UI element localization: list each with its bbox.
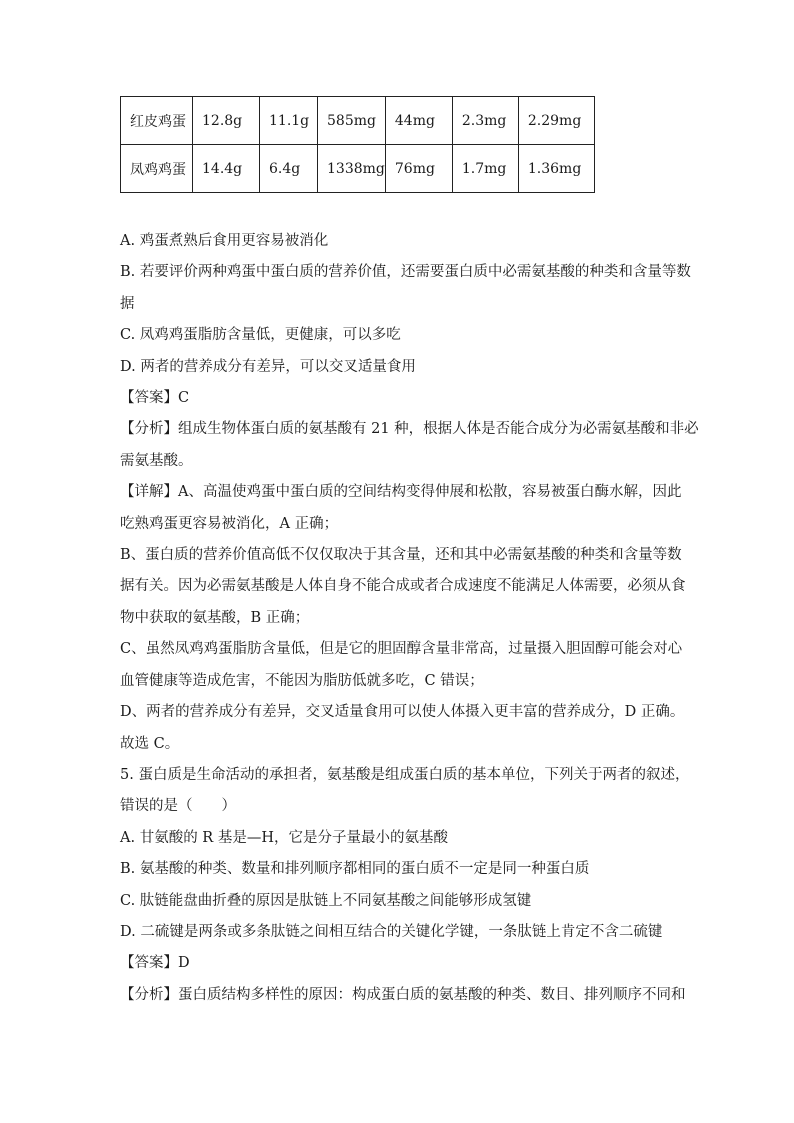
q5-answer: 【答案】D: [120, 955, 190, 972]
q4-detail-line6: C、虽然凤鸡鸡蛋脂肪含量低，但是它的胆固醇含量非常高，过量摄入胆固醇可能会对心: [120, 641, 683, 658]
table-cell: 14.4g: [193, 145, 260, 193]
q5-option-b: B. 氨基酸的种类、数量和排列顺序都相同的蛋白质不一定是同一种蛋白质: [120, 861, 590, 878]
q5-stem-line1: 5. 蛋白质是生命活动的承担者，氨基酸是组成蛋白质的基本单位，下列关于两者的叙述，: [120, 766, 690, 783]
q4-detail-line5: 物中获取的氨基酸，B 正确；: [120, 609, 310, 626]
q4-option-a: A. 鸡蛋煮熟后食用更容易被消化: [120, 233, 329, 249]
table-cell: 6.4g: [260, 145, 318, 193]
q4-detail-line8: D、两者的营养成分有差异，交叉适量食用可以使人体摄入更丰富的营养成分，D 正确。: [120, 704, 685, 721]
table-row: [121, 97, 595, 145]
table-cell: 12.8g: [193, 97, 260, 145]
q4-conclusion: 故选 C。: [120, 735, 180, 752]
q5-analysis-line1: 【分析】蛋白质结构多样性的原因：构成蛋白质的氨基酸的种类、数目、排列顺序不同和: [120, 986, 686, 1003]
table-cell: 1.36mg: [518, 145, 594, 193]
q4-detail-line3: B、蛋白质的营养价值高低不仅仅取决于其含量，还和其中必需氨基酸的种类和含量等数: [120, 547, 682, 564]
table-row: [121, 145, 595, 193]
question-body: [120, 226, 699, 1011]
q4-detail-line1: 【详解】A、高温使鸡蛋中蛋白质的空间结构变得伸展和松散，容易被蛋白酶水解，因此: [120, 484, 682, 501]
q4-detail-line7: 血管健康等造成危害，不能因为脂肪低就多吃，C 错误；: [120, 672, 484, 689]
q4-analysis-line1: 【分析】组成生物体蛋白质的氨基酸有 21 种，根据人体是否能合成分为必需氨基酸和非必: [120, 421, 699, 438]
q4-analysis-line2: 需氨基酸。: [120, 452, 193, 469]
table-cell: 2.29mg: [518, 97, 594, 145]
table-cell: 11.1g: [260, 97, 318, 145]
q4-option-b-line1: B. 若要评价两种鸡蛋中蛋白质的营养价值，还需要蛋白质中必需氨基酸的种类和含量等数: [120, 264, 691, 281]
q5-stem-line2: 错误的是（ ）: [120, 798, 236, 815]
q4-answer: 【答案】C: [120, 390, 190, 407]
table-cell: 585mg: [318, 97, 386, 145]
table-cell: 76mg: [385, 145, 452, 193]
q4-detail-line4: 据有关。因为必需氨基酸是人体自身不能合成或者合成速度不能满足人体需要，必须从食: [120, 578, 686, 595]
table-cell: 1338mg: [318, 145, 386, 193]
q5-option-a: A. 甘氨酸的 R 基是—H，它是分子量最小的氨基酸: [120, 829, 448, 846]
q4-option-c: C. 凤鸡鸡蛋脂肪含量低，更健康，可以多吃: [120, 327, 401, 344]
table-cell: 凤鸡鸡蛋: [121, 145, 193, 193]
table-cell: 2.3mg: [452, 97, 518, 145]
q4-option-b-line2: 据: [120, 295, 135, 312]
table-cell: 1.7mg: [452, 145, 518, 193]
q5-option-d: D. 二硫键是两条或多条肽链之间相互结合的关键化学键，一条肽链上肯定不含二硫键: [120, 923, 663, 940]
q5-option-c: C. 肽链能盘曲折叠的原因是肽链上不同氨基酸之间能够形成氢键: [120, 892, 532, 909]
q4-option-d: D. 两者的营养成分有差异，可以交叉适量食用: [120, 358, 416, 375]
table-cell: 44mg: [385, 97, 452, 145]
q4-detail-line2: 吃熟鸡蛋更容易被消化，A 正确；: [120, 515, 339, 532]
nutrition-table: [120, 96, 595, 193]
table-cell: 红皮鸡蛋: [121, 97, 193, 145]
